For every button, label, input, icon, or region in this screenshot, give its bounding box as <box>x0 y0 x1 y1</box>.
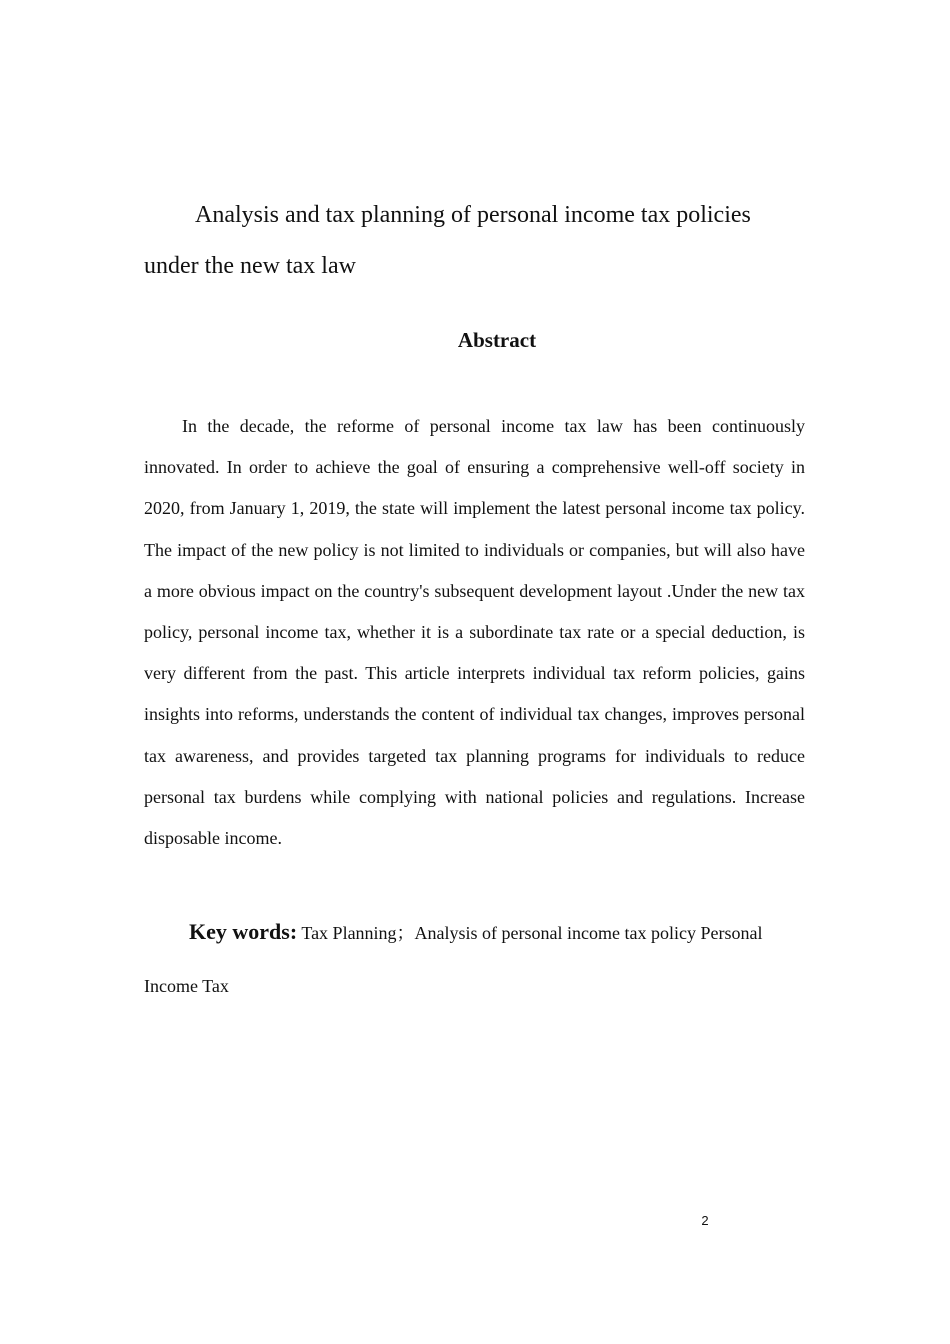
page-number: 2 <box>701 1213 709 1228</box>
keywords-line <box>144 905 805 1013</box>
document-title: Analysis and tax planning of personal income tax policies under the new tax law <box>144 202 751 279</box>
keywords-label: Key words: <box>189 919 298 944</box>
abstract-heading: Abstract <box>457 328 537 352</box>
keywords-text: Tax Planning；Analysis of personal income tax policy Personal Income Tax <box>144 923 763 996</box>
abstract-paragraph: In the decade, the reforme of personal income tax law has been continuously innovated. In order to achieve the goal of ensuring a comprehensive well-off society in 2020, from January 1, 2019, the state will implement the latest personal income tax policy. The impact of the new policy is not limited to individuals or companies, but will also have a more obvious impact on the country's subsequent development layout .Under the new tax policy, personal income tax, whether it is a subordinate tax rate or a special deduction, is very different from the past. This article interprets individual tax reform policies, gains insights into reforms, understands the content of individual tax changes, improves personal tax awareness, and provides targeted tax planning programs for individuals to reduce personal tax burdens while complying with national policies and regulations. Increase disposable income. <box>144 416 805 849</box>
